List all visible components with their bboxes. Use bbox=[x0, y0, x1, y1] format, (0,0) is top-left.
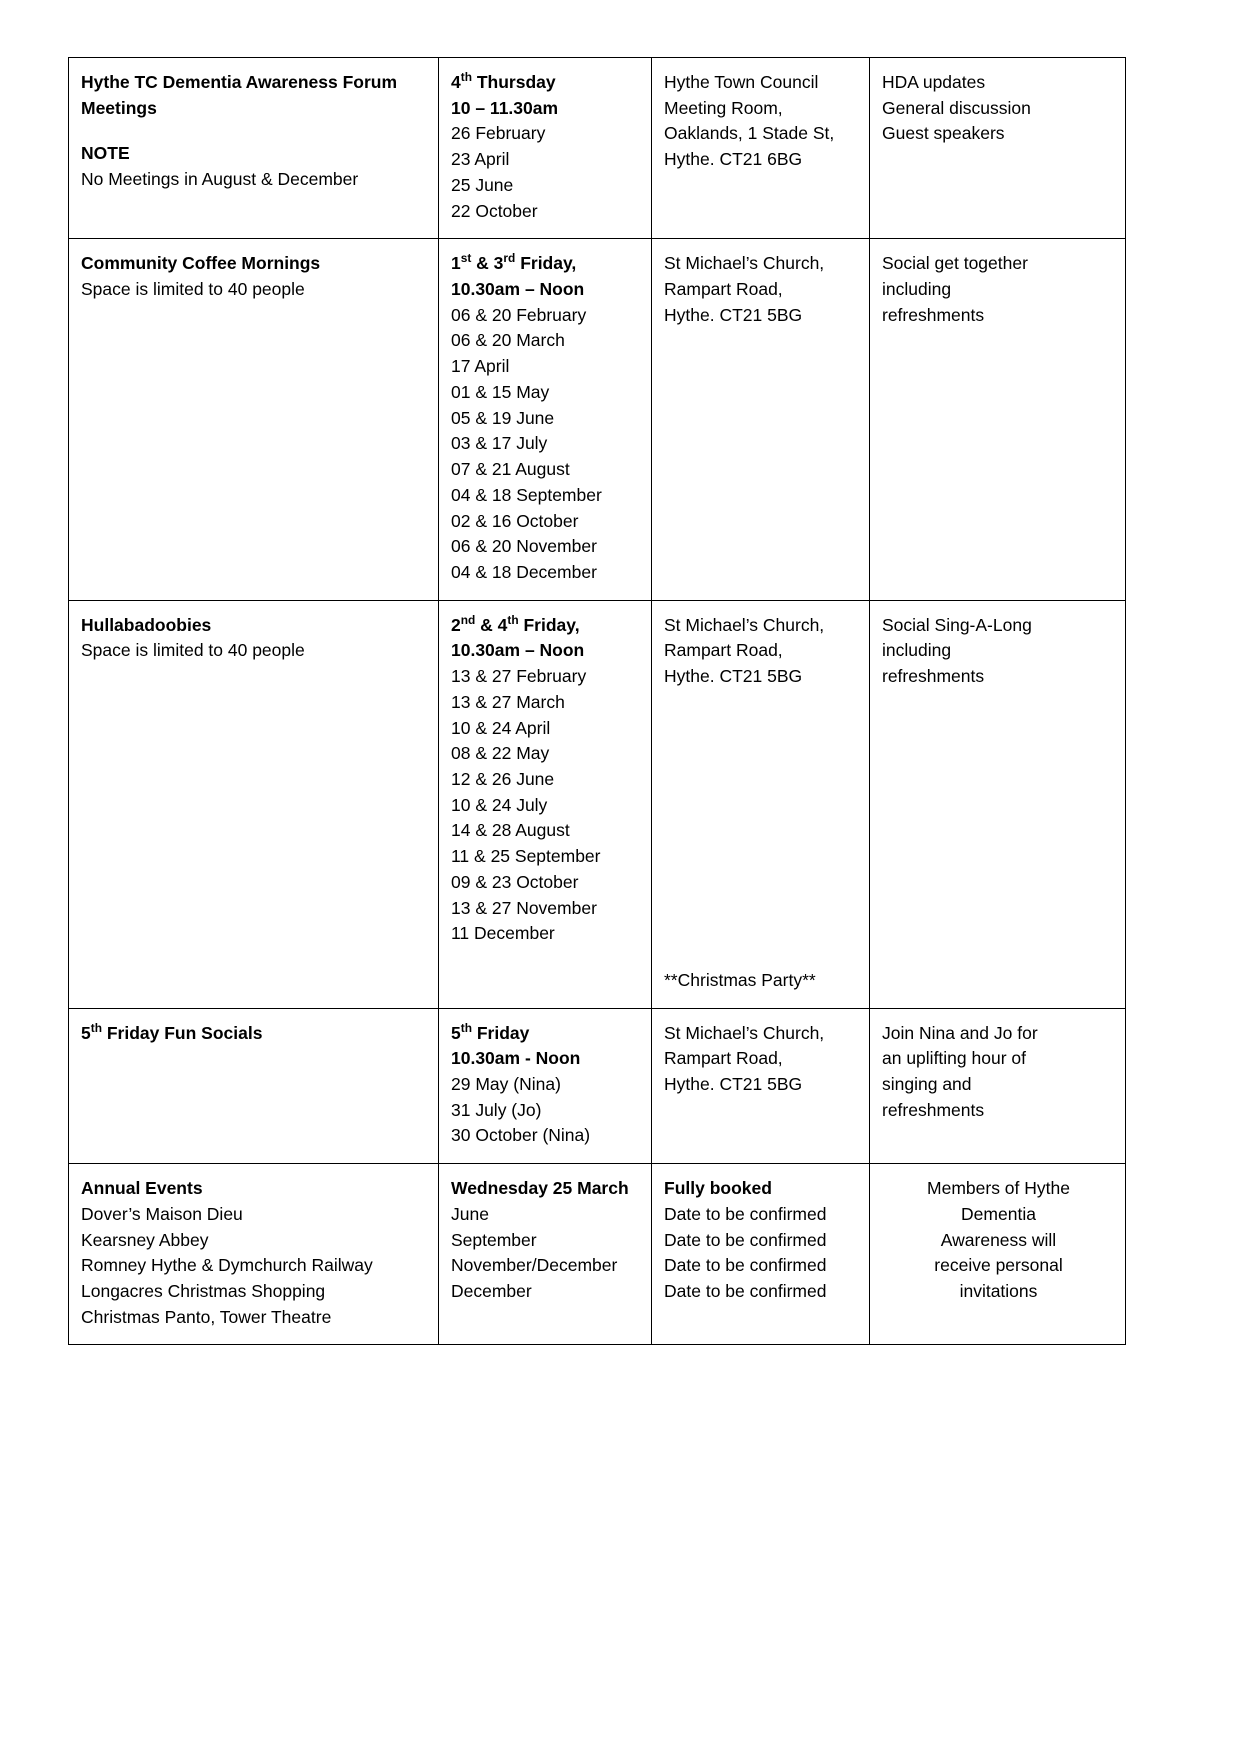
detail-line: refreshments bbox=[882, 666, 985, 687]
date-item: 09 & 23 October bbox=[451, 871, 579, 892]
activity-title: 5th Friday Fun Socials bbox=[81, 1020, 263, 1043]
activity-cell bbox=[69, 600, 439, 1008]
venue-footnote: **Christmas Party** bbox=[664, 969, 816, 990]
venue-line: St Michael’s Church, bbox=[664, 253, 825, 274]
spacer bbox=[664, 690, 859, 968]
detail-line: General discussion bbox=[882, 97, 1031, 118]
date-item: 17 April bbox=[451, 356, 510, 377]
detail-line: including bbox=[882, 279, 952, 300]
date-item: 05 & 19 June bbox=[451, 407, 555, 428]
activity-title: Hullabadoobies bbox=[81, 614, 212, 635]
activity-item: Christmas Panto, Tower Theatre bbox=[81, 1306, 332, 1327]
date-item: 30 October (Nina) bbox=[451, 1125, 591, 1146]
venue-heading: Fully booked bbox=[664, 1178, 772, 1199]
schedule-heading-day: 2nd & 4th Friday, bbox=[451, 612, 580, 635]
detail-line: an uplifting hour of bbox=[882, 1048, 1026, 1069]
date-item: 10 & 24 April bbox=[451, 717, 551, 738]
date-item: 14 & 28 August bbox=[451, 820, 570, 841]
date-item: 31 July (Jo) bbox=[451, 1099, 542, 1120]
venue-line: Hythe. CT21 5BG bbox=[664, 304, 803, 325]
date-item: 06 & 20 March bbox=[451, 330, 565, 351]
date-item: 01 & 15 May bbox=[451, 381, 550, 402]
schedule-heading-date: Wednesday 25 March bbox=[451, 1178, 629, 1199]
details-cell bbox=[870, 239, 1126, 600]
activity-subtitle: Space is limited to 40 people bbox=[81, 640, 305, 661]
detail-line: Join Nina and Jo for bbox=[882, 1022, 1038, 1043]
detail-line: HDA updates bbox=[882, 72, 986, 92]
note-text: No Meetings in August & December bbox=[81, 169, 359, 190]
date-item: 29 May (Nina) bbox=[451, 1073, 561, 1094]
detail-line: invitations bbox=[959, 1281, 1038, 1301]
activity-title: Community Coffee Mornings bbox=[81, 253, 321, 274]
activity-item: Dover’s Maison Dieu bbox=[81, 1203, 243, 1224]
details-cell bbox=[870, 1164, 1126, 1345]
date-item: 04 & 18 December bbox=[451, 561, 597, 582]
venue-cell bbox=[652, 1008, 870, 1164]
venue-line: Hythe. CT21 5BG bbox=[664, 1073, 803, 1094]
date-item: November/December bbox=[451, 1255, 618, 1276]
details-cell bbox=[870, 58, 1126, 239]
schedule-heading-day: 4th Thursday bbox=[451, 70, 556, 92]
schedule-cell bbox=[439, 600, 652, 1008]
date-item: 08 & 22 May bbox=[451, 743, 550, 764]
activity-title: Annual Events bbox=[81, 1178, 203, 1199]
schedule-cell bbox=[439, 1164, 652, 1345]
detail-line: singing and bbox=[882, 1073, 972, 1094]
date-item: September bbox=[451, 1229, 537, 1250]
detail-line: refreshments bbox=[882, 1099, 985, 1120]
schedule-heading-day: 5th Friday bbox=[451, 1020, 530, 1043]
activity-item: Longacres Christmas Shopping bbox=[81, 1281, 326, 1301]
date-item: 07 & 21 August bbox=[451, 459, 570, 480]
detail-line: Dementia bbox=[961, 1203, 1036, 1224]
table-row bbox=[69, 58, 1126, 239]
date-item: 26 February bbox=[451, 123, 546, 144]
detail-line: Members of Hythe bbox=[927, 1178, 1070, 1199]
activity-cell bbox=[69, 239, 439, 600]
venue-line: St Michael’s Church, bbox=[664, 614, 825, 635]
date-item: June bbox=[451, 1203, 489, 1224]
venue-line: Date to be confirmed bbox=[664, 1255, 827, 1276]
schedule-cell bbox=[439, 58, 652, 239]
activity-title: Hythe TC Dementia Awareness Forum Meetings bbox=[81, 72, 398, 118]
detail-line: Guest speakers bbox=[882, 123, 1005, 144]
date-item: 22 October bbox=[451, 200, 538, 221]
schedule-heading-day: 1st & 3rd Friday, bbox=[451, 251, 577, 274]
date-item: 13 & 27 February bbox=[451, 666, 587, 687]
venue-cell bbox=[652, 239, 870, 600]
activity-cell bbox=[69, 1008, 439, 1164]
activity-cell bbox=[69, 58, 439, 239]
date-item: 13 & 27 November bbox=[451, 897, 597, 918]
table-row bbox=[69, 1008, 1126, 1164]
schedule-cell bbox=[439, 239, 652, 600]
activity-subtitle: Space is limited to 40 people bbox=[81, 279, 305, 300]
note-label: NOTE bbox=[81, 143, 130, 164]
venue-cell bbox=[652, 1164, 870, 1345]
table-row bbox=[69, 1164, 1126, 1345]
spacer bbox=[81, 121, 428, 141]
schedule-table bbox=[68, 57, 1126, 1345]
activity-cell bbox=[69, 1164, 439, 1345]
date-item: 23 April bbox=[451, 149, 510, 170]
venue-line: Rampart Road, bbox=[664, 279, 783, 300]
schedule-heading-time: 10.30am – Noon bbox=[451, 640, 585, 661]
date-item: 11 December bbox=[451, 923, 555, 944]
activity-item: Romney Hythe & Dymchurch Railway bbox=[81, 1255, 373, 1276]
schedule-heading-time: 10.30am – Noon bbox=[451, 279, 585, 300]
venue-line: Date to be confirmed bbox=[664, 1281, 827, 1301]
table-row bbox=[69, 600, 1126, 1008]
date-item: 10 & 24 July bbox=[451, 794, 548, 815]
date-item: 02 & 16 October bbox=[451, 510, 579, 531]
venue-line: Rampart Road, bbox=[664, 640, 783, 661]
activity-item: Kearsney Abbey bbox=[81, 1229, 209, 1250]
venue-line: Meeting Room, bbox=[664, 97, 783, 118]
detail-line: Social Sing-A-Long bbox=[882, 614, 1032, 635]
schedule-heading-time: 10 – 11.30am bbox=[451, 97, 559, 118]
date-item: December bbox=[451, 1281, 532, 1301]
venue-line: Oaklands, 1 Stade St, bbox=[664, 123, 835, 144]
schedule-heading-time: 10.30am - Noon bbox=[451, 1048, 581, 1069]
venue-cell bbox=[652, 600, 870, 1008]
table-row bbox=[69, 239, 1126, 600]
detail-line: Social get together bbox=[882, 253, 1028, 274]
detail-line: refreshments bbox=[882, 304, 985, 325]
venue-line: Date to be confirmed bbox=[664, 1229, 827, 1250]
date-item: 11 & 25 September bbox=[451, 846, 601, 867]
venue-line: St Michael’s Church, bbox=[664, 1022, 825, 1043]
date-item: 03 & 17 July bbox=[451, 433, 548, 454]
venue-line: Date to be confirmed bbox=[664, 1203, 827, 1224]
details-cell bbox=[870, 1008, 1126, 1164]
detail-line: Awareness will bbox=[940, 1229, 1057, 1250]
details-cell bbox=[870, 600, 1126, 1008]
detail-line: receive personal bbox=[934, 1255, 1063, 1276]
detail-line: including bbox=[882, 640, 952, 661]
venue-line: Hythe Town Council bbox=[664, 72, 819, 92]
date-item: 25 June bbox=[451, 174, 514, 195]
date-item: 04 & 18 September bbox=[451, 484, 602, 505]
date-item: 12 & 26 June bbox=[451, 768, 555, 789]
schedule-cell bbox=[439, 1008, 652, 1164]
venue-line: Rampart Road, bbox=[664, 1048, 783, 1069]
date-item: 06 & 20 February bbox=[451, 304, 587, 325]
venue-line: Hythe. CT21 6BG bbox=[664, 149, 803, 170]
venue-cell bbox=[652, 58, 870, 239]
date-item: 06 & 20 November bbox=[451, 536, 597, 557]
venue-line: Hythe. CT21 5BG bbox=[664, 666, 803, 687]
date-item: 13 & 27 March bbox=[451, 691, 565, 712]
